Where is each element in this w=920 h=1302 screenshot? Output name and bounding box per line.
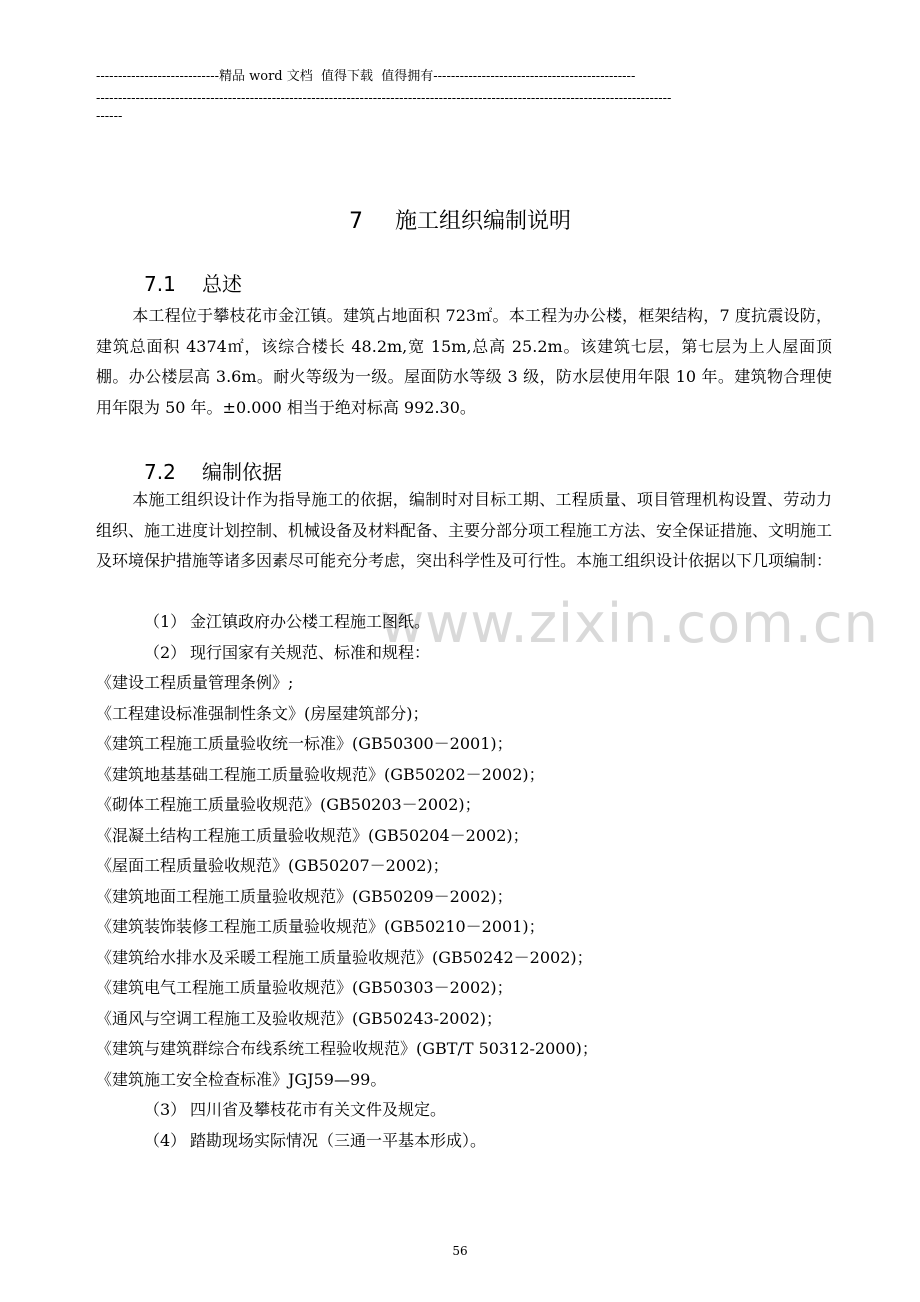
page-number: 56 (452, 1244, 468, 1258)
section-heading-1 (144, 268, 242, 297)
item-number: （3） (144, 1100, 187, 1119)
standard-item: 《建筑装饰装修工程施工质量验收规范》(GB50210－2001)； (96, 917, 545, 936)
list-item (96, 607, 836, 638)
basis-text: 本施工组织设计作为指导施工的依据，编制时对目标工期、工程质量、项目管理机构设置、劳动力组织、施工进度计划控制、机械设备及材料配备、主要分部分项工程施工方法、安全保证措施、文明施工及环境保护措施等诸多因素尽可能充分考虑，突出科学性及可行性。本施工组织设计依据以下几项编制： (96, 490, 833, 570)
chapter-heading (0, 204, 920, 235)
standard-item: 《建筑电气工程施工质量验收规范》(GB50303－2002)； (96, 978, 513, 997)
standard-item: 《通风与空调工程施工及验收规范》(GB50243-2002)； (96, 1008, 503, 1028)
list-item (96, 638, 836, 669)
section-number: 7.1 (144, 272, 176, 296)
basis-list (96, 607, 836, 1156)
list-item (96, 1095, 836, 1126)
item-text: 踏勘现场实际情况（三通一平基本形成）。 (190, 1130, 487, 1150)
standard-item: 《混凝土结构工程施工质量验收规范》(GB50204－2002)； (96, 825, 529, 845)
header-line-1: ----------------------------精品 word 文档 值得下载 值得拥有---------------------------------------------- (96, 69, 636, 84)
overview-text: 本工程位于攀枝花市金江镇。建筑占地面积 723㎡。本工程为办公楼，框架结构，7 度抗震设防，建筑总面积 4374㎡，该综合楼长 48.2m,宽 15m,总高 25.2m。该建筑七层，第七层为上人屋面顶棚。办公楼层高 3.6m。耐火等级为一级。屋面防水等级 3 级，防水层使用年限 10 年。建筑物合理使用年限为 50 年。±0.000 相当于绝对标高 992.30。 (96, 306, 832, 417)
standard-item: 《建筑给水排水及采暖工程施工质量验收规范》(GB50242－2002)； (96, 947, 593, 967)
section-number: 7.2 (144, 460, 176, 484)
standard-item: 《砌体工程施工质量验收规范》(GB50203－2002)； (96, 795, 481, 814)
standard-item: 《屋面工程质量验收规范》(GB50207－2002)； (96, 856, 449, 875)
list-item (96, 1126, 836, 1157)
basis-paragraph (96, 485, 832, 577)
item-text: 四川省及攀枝花市有关文件及规定。 (190, 1100, 447, 1119)
section-heading-2 (144, 456, 282, 485)
item-text: 金江镇政府办公楼工程施工图纸。 (190, 612, 431, 631)
watermark: www.zixin.com.cn (380, 592, 879, 655)
item-number: （1） (144, 612, 187, 631)
standard-item: 《工程建设标准强制性条文》(房屋建筑部分)； (96, 703, 429, 723)
item-number: （2） (144, 642, 187, 662)
header-line-2: ----------------------------------------------------------------------------------------------------------------------------------- (96, 91, 672, 106)
chapter-title: 施工组织编制说明 (394, 209, 571, 234)
standard-item: 《建筑施工安全检查标准》JGJ59—99。 (96, 1069, 387, 1089)
overview-paragraph (96, 301, 832, 423)
standard-item: 《建设工程质量管理条例》; (96, 673, 294, 692)
standard-item: 《建筑与建筑群综合布线系统工程验收规范》(GBT/T 50312-2000)； (96, 1039, 598, 1058)
item-number: （4） (144, 1130, 187, 1150)
chapter-number: 7 (348, 209, 363, 234)
section-title: 总述 (202, 272, 242, 296)
header-line-3: ------ (96, 109, 123, 124)
item-text: 现行国家有关规范、标准和规程： (190, 642, 431, 662)
standard-item: 《建筑工程施工质量验收统一标准》(GB50300－2001)； (96, 734, 513, 753)
standard-item: 《建筑地基基础工程施工质量验收规范》(GB50202－2002)； (96, 764, 545, 784)
standard-item: 《建筑地面工程施工质量验收规范》(GB50209－2002)； (96, 886, 513, 906)
section-title: 编制依据 (202, 460, 282, 484)
